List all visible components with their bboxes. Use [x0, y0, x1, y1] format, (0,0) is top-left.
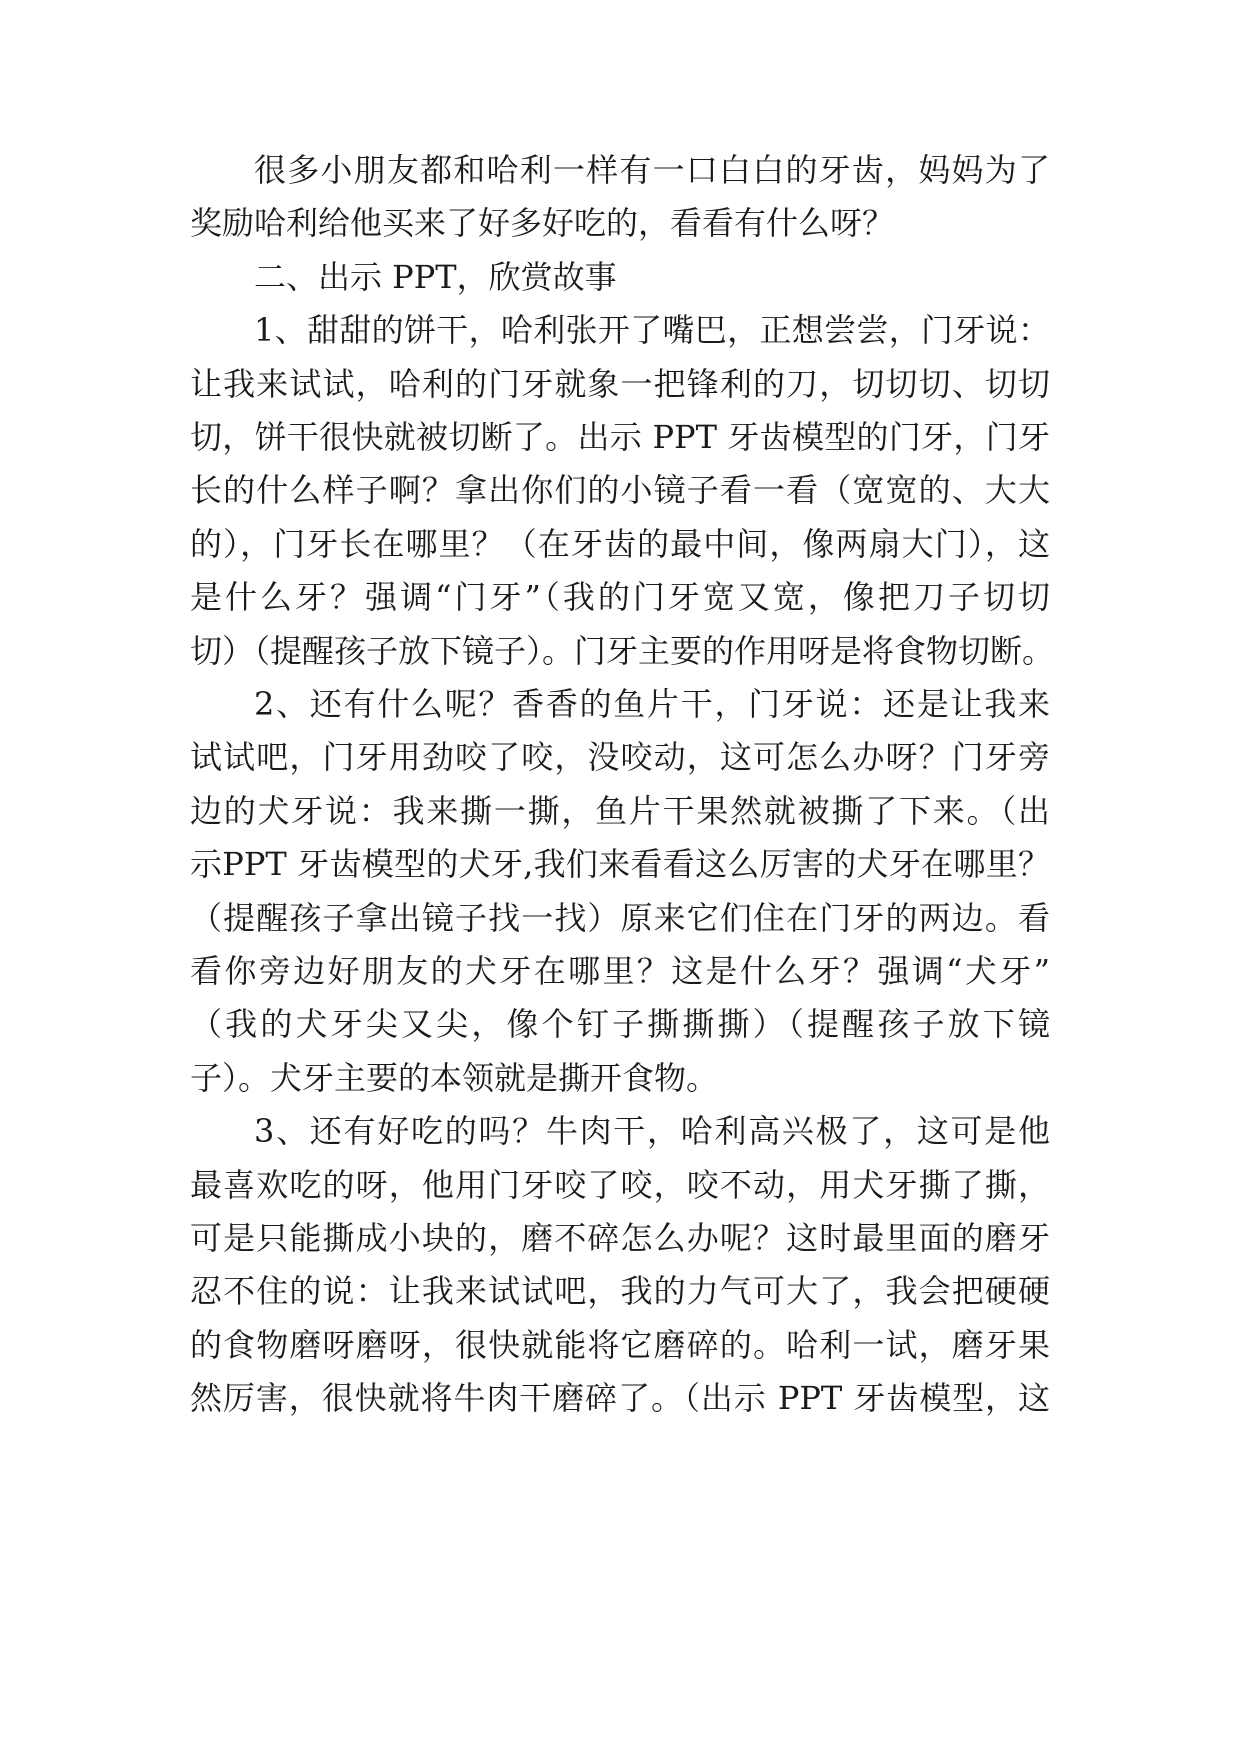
text-line: 长的什么样子啊？拿出你们的小镜子看一看（宽宽的、大大: [190, 471, 1050, 509]
text-line: （提醒孩子拿出镜子找一找）原来它们住在门牙的两边。看: [190, 899, 1050, 937]
text-line: 是什么牙？强调“门牙”（我的门牙宽又宽，像把刀子切切: [190, 578, 1050, 616]
text-line: 切）（提醒孩子放下镜子）。门牙主要的作用呀是将食物切断。: [190, 632, 1055, 670]
text-line: 最喜欢吃的呀，他用门牙咬了咬，咬不动，用犬牙撕了撕，: [190, 1166, 1050, 1204]
text-line: 看你旁边好朋友的犬牙在哪里？这是什么牙？强调“犬牙”: [190, 952, 1050, 990]
text-line: 示PPT 牙齿模型的犬牙,我们来看看这么厉害的犬牙在哪里？: [190, 845, 1050, 883]
text-line: 可是只能撕成小块的，磨不碎怎么办呢？这时最里面的磨牙: [190, 1219, 1050, 1257]
text-line: 的食物磨呀磨呀，很快就能将它磨碎的。哈利一试，磨牙果: [190, 1326, 1050, 1364]
text-line: 切，饼干很快就被切断了。出示 PPT 牙齿模型的门牙，门牙: [190, 418, 1050, 456]
text-line: 边的犬牙说：我来撕一撕，鱼片干果然就被撕了下来。（出: [190, 792, 1050, 830]
text-line: 忍不住的说：让我来试试吧，我的力气可大了，我会把硬硬: [190, 1272, 1050, 1310]
text-line: 2、还有什么呢？香香的鱼片干，门牙说：还是让我来: [254, 685, 1050, 723]
text-line: 子）。犬牙主要的本领就是撕开食物。: [190, 1059, 719, 1097]
text-line: 3、还有好吃的吗？牛肉干，哈利高兴极了，这可是他: [254, 1112, 1050, 1150]
text-line: 很多小朋友都和哈利一样有一口白白的牙齿，妈妈为了: [254, 151, 1050, 189]
text-line: 的），门牙长在哪里？（在牙齿的最中间，像两扇大门），这: [190, 525, 1050, 563]
text-line: 让我来试试，哈利的门牙就象一把锋利的刀，切切切、切切: [190, 365, 1050, 403]
text-line: （我的犬牙尖又尖，像个钉子撕撕撕）（提醒孩子放下镜: [190, 1005, 1050, 1043]
text-line: 然厉害，很快就将牛肉干磨碎了。（出示 PPT 牙齿模型，这: [190, 1379, 1050, 1417]
text-line: 二、出示 PPT，欣赏故事: [254, 258, 617, 296]
text-line: 试试吧，门牙用劲咬了咬，没咬动，这可怎么办呀？门牙旁: [190, 738, 1050, 776]
text-line: 1、甜甜的饼干，哈利张开了嘴巴，正想尝尝，门牙说：: [254, 311, 1050, 349]
text-line: 奖励哈利给他买来了好多好吃的，看看有什么呀？: [190, 204, 895, 242]
